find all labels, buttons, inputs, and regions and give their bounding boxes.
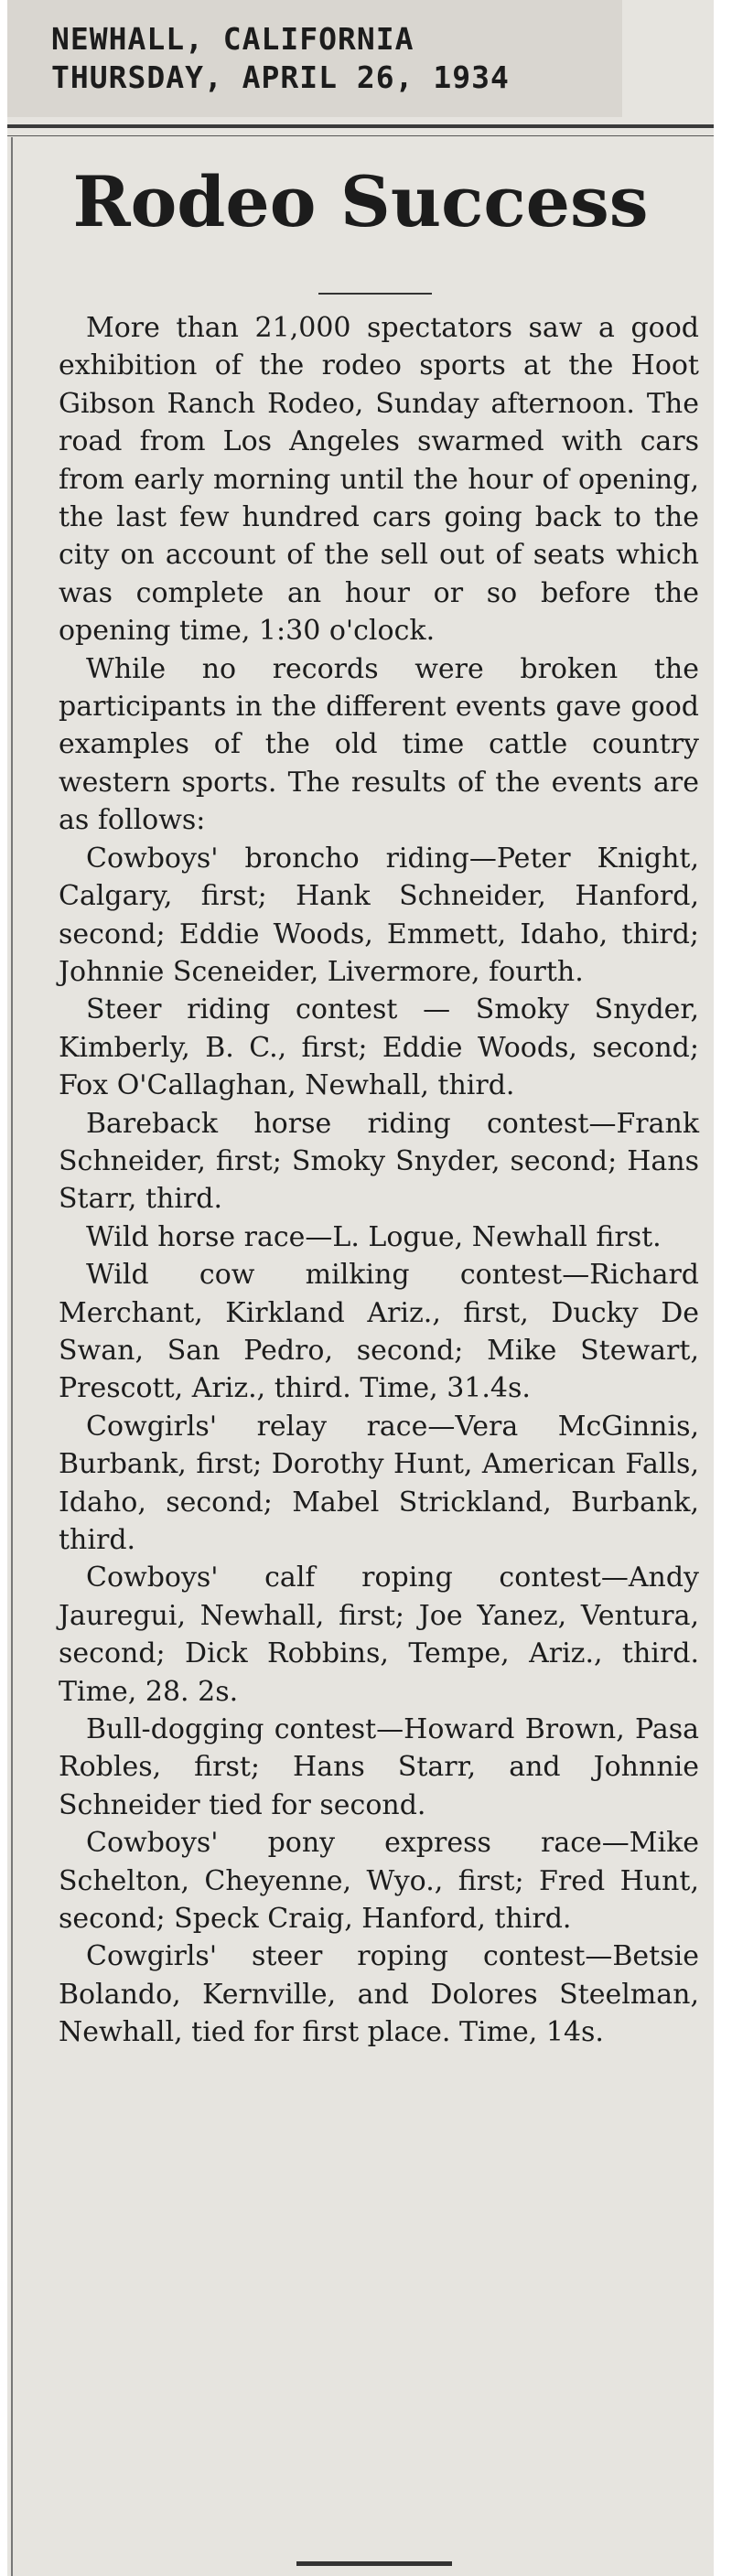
dateline-date: THURSDAY, APRIL 26, 1934 bbox=[51, 59, 510, 95]
paragraph-steer-riding: Steer riding contest — Smoky Snyder, Kimberly, B. C., first; Eddie Woods, second; Fox O'Callaghan, Newhall, third. bbox=[59, 993, 699, 1102]
newspaper-clipping bbox=[7, 0, 714, 2576]
headline-rule bbox=[318, 293, 432, 295]
dateline bbox=[7, 0, 622, 117]
paragraph-relay-race: Cowgirls' relay race—Vera McGinnis, Burbank, first; Dorothy Hunt, American Falls, Idaho, second; Mabel Strickland, Burbank, third. bbox=[59, 1410, 699, 1556]
paragraph-calf-roping: Cowboys' calf roping contest—Andy Jauregui, Newhall, first; Joe Yanez, Ventura, second; Dick Robbins, Tempe, Ariz., third. Time, 28. 2s. bbox=[59, 1562, 699, 1708]
paragraph-cow-milking: Wild cow milking contest—Richard Merchant, Kirkland Ariz., first, Ducky De Swan, San Pedro, second; Mike Stewart, Prescott, Ariz., third. Time, 31.4s. bbox=[59, 1259, 699, 1405]
paragraph-bull-dogging: Bull-dogging contest—Howard Brown, Pasa Robles, first; Hans Starr, and Johnnie Schneider tied for second. bbox=[59, 1713, 699, 1821]
top-rule bbox=[7, 124, 714, 128]
paragraph-bareback-riding: Bareback horse riding contest—Frank Schneider, first; Smoky Snyder, second; Hans Starr, third. bbox=[59, 1107, 699, 1216]
top-rule-thin bbox=[7, 135, 714, 136]
column-border bbox=[11, 137, 13, 2576]
paragraph-pony-express: Cowboys' pony express race—Mike Schelton, Cheyenne, Wyo., first; Fred Hunt, second; Speck Craig, Hanford, third. bbox=[59, 1827, 699, 1936]
dateline-place: NEWHALL, CALIFORNIA bbox=[51, 21, 414, 57]
paragraph-intro: More than 21,000 spectators saw a good exhibition of the rodeo sports at the Hoot Gibson Ranch Rodeo, Sunday afternoon. The road from Los Angeles swarmed with cars from early morning until the hour of opening, the last few hundred cars going back to the city on account of the sell out of seats which was complete an hour or so before the opening time, 1:30 o'clock. bbox=[59, 312, 699, 648]
paragraph-wild-horse-race: Wild horse race—L. Logue, Newhall first. bbox=[86, 1220, 662, 1253]
article-body bbox=[59, 309, 699, 2052]
paragraph-records: While no records were broken the participants in the different events gave good examples of the old time cattle country western sports. The results of the events are as follows: bbox=[59, 652, 699, 837]
paragraph-steer-roping: Cowgirls' steer roping contest—Betsie Bolando, Kernville, and Dolores Steelman, Newhall, tied for first place. Time, 14s. bbox=[59, 1940, 699, 2049]
headline: Rodeo Success bbox=[72, 161, 649, 242]
end-rule bbox=[296, 2561, 452, 2566]
paragraph-broncho-riding: Cowboys' broncho riding—Peter Knight, Calgary, first; Hank Schneider, Hanford, second; Eddie Woods, Emmett, Idaho, third; Johnnie Sceneider, Livermore, fourth. bbox=[59, 842, 699, 988]
